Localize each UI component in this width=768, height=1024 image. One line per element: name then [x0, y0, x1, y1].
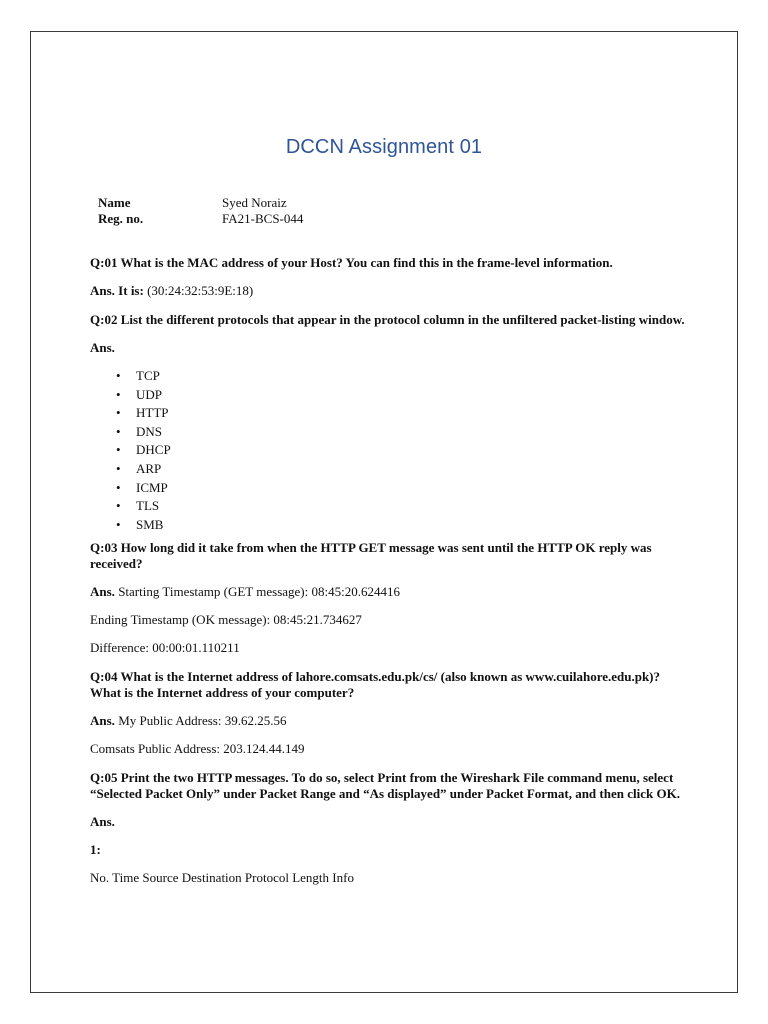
protocol-label: SMB: [136, 516, 164, 532]
protocol-item: [90, 441, 690, 460]
answer-1-label: Ans. It is:: [90, 283, 144, 298]
protocol-label: ICMP: [136, 479, 168, 495]
answer-3-label: Ans.: [90, 584, 115, 600]
protocol-label: HTTP: [136, 405, 169, 421]
answer-1: [90, 283, 690, 299]
document-page: [30, 31, 738, 993]
question-4: Q:04 What is the Internet address of lahore.comsats.edu.pk/cs/ (also known as www.cuilahore.edu.pk)? What is the Internet address of your computer?: [90, 669, 661, 701]
protocol-label: ARP: [136, 460, 162, 476]
protocol-label: DHCP: [136, 442, 171, 458]
reg-value: FA21-BCS-044: [222, 211, 304, 226]
protocol-item: [90, 460, 690, 479]
answer-5-item: 1:: [90, 842, 101, 858]
bullet-icon: •: [116, 516, 121, 532]
answer-3-difference: Difference: 00:00:01.110211: [90, 640, 240, 656]
question-1: Q:01 What is the MAC address of your Host? You can find this in the frame-level information.: [90, 255, 613, 270]
bullet-icon: •: [116, 498, 121, 514]
question-2: Q:02 List the different protocols that appear in the protocol column in the unfiltered packet-listing window.: [90, 312, 685, 327]
question-3: Q:03 How long did it take from when the HTTP GET message was sent until the HTTP OK reply was received?: [90, 540, 652, 572]
answer-4-label: Ans.: [90, 713, 115, 729]
answer-3-start-text: Starting Timestamp (GET message): 08:45:20.624416: [114, 584, 400, 600]
answer-2-label: Ans.: [90, 340, 115, 355]
protocol-item: [90, 367, 690, 386]
protocol-item: [90, 516, 690, 535]
question-5: Q:05 Print the two HTTP messages. To do so, select Print from the Wireshark File command menu, select “Selected Packet Only” under Packet Range and “As displayed” under Packet Format, and then click OK.: [90, 770, 680, 802]
protocol-label: TCP: [136, 368, 160, 383]
protocol-label: DNS: [136, 423, 163, 439]
protocol-list: [90, 367, 690, 534]
answer-3-start: [90, 584, 690, 600]
protocol-item: [90, 386, 690, 405]
student-info: [98, 195, 303, 227]
answer-3-end: Ending Timestamp (OK message): 08:45:21.734627: [90, 612, 362, 628]
answer-1-text: (30:24:32:53:9E:18): [143, 283, 254, 298]
bullet-icon: •: [116, 479, 121, 495]
reg-row: [98, 211, 303, 227]
name-value: Syed Noraiz: [222, 195, 287, 210]
answer-5-label: Ans.: [90, 814, 115, 830]
protocol-item: [90, 479, 690, 498]
bullet-icon: •: [116, 386, 121, 402]
assignment-content: [90, 255, 690, 886]
protocol-label: TLS: [136, 498, 160, 514]
bullet-icon: •: [116, 423, 121, 439]
reg-label: Reg. no.: [98, 211, 144, 226]
answer-4-mine: [90, 713, 690, 729]
answer-4-comsats: Comsats Public Address: 203.124.44.149: [90, 741, 305, 757]
bullet-icon: •: [116, 368, 121, 383]
protocol-item: [90, 404, 690, 423]
packet-columns: No. Time Source Destination Protocol Length Info: [90, 870, 354, 886]
bullet-icon: •: [116, 460, 121, 476]
bullet-icon: •: [116, 405, 121, 421]
protocol-label: UDP: [136, 386, 163, 402]
name-label: Name: [98, 195, 131, 210]
protocol-item: [90, 497, 690, 516]
name-row: [98, 195, 303, 211]
document-title: DCCN Assignment 01: [285, 136, 483, 158]
bullet-icon: •: [116, 442, 121, 458]
answer-4-mine-text: My Public Address: 39.62.25.56: [114, 713, 287, 729]
protocol-item: [90, 423, 690, 442]
